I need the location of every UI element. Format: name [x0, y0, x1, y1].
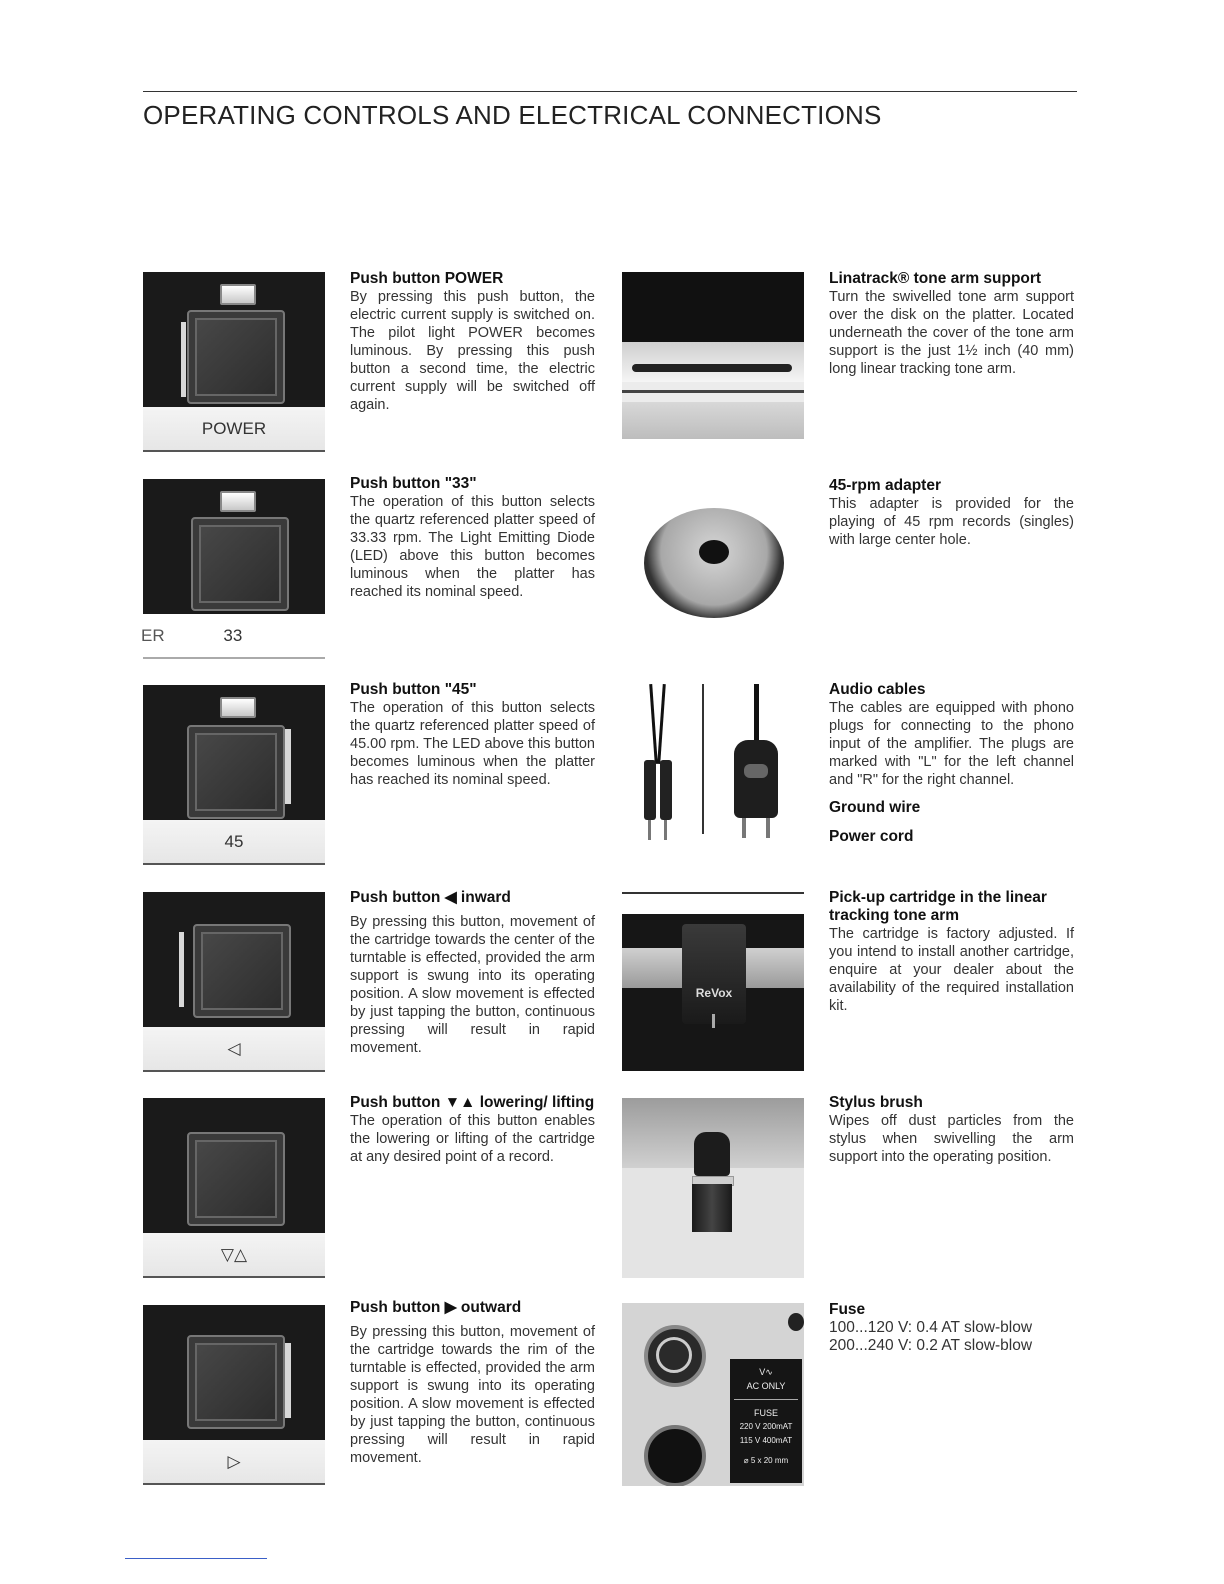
panel-label-45: 45 — [143, 820, 325, 864]
power-cord-heading: Power cord — [829, 828, 914, 845]
inward-button-photo — [143, 892, 325, 1027]
panel-rule — [143, 657, 325, 659]
stylus-brush-photo — [622, 1098, 804, 1278]
power-button-text: By pressing this push button, the electric current supply is switched on. The pilot light POWER becomes luminous. By pressing this push button a second time, the electric current supply will be switched off again. — [350, 289, 595, 413]
speed-33-photo — [143, 479, 325, 614]
panel-rule — [143, 1070, 325, 1072]
bottom-link-rule — [125, 1558, 267, 1559]
tone-arm-support-heading: Linatrack® tone arm support — [829, 270, 1042, 287]
side-bar — [181, 322, 186, 397]
cables-description — [829, 681, 1074, 846]
inward-push-button — [193, 924, 291, 1018]
fuse-heading: Fuse — [829, 1301, 866, 1318]
side-bar — [179, 932, 184, 1007]
fuse-description — [829, 1301, 1074, 1355]
panel-rule — [143, 863, 325, 865]
power-push-button — [187, 310, 285, 404]
power-button-photo — [143, 272, 325, 407]
cartridge-heading: Pick-up cartridge in the linear tracking tone arm — [829, 889, 1047, 924]
fuse-line-2: 200...240 V: 0.2 AT slow-blow — [829, 1337, 1033, 1354]
tone-arm-support-photo — [622, 272, 804, 439]
side-bar — [285, 1343, 291, 1418]
side-bar — [285, 729, 291, 804]
panel-label-33-number: 33 — [223, 626, 243, 645]
lift-button-heading: Push button ▼▲ lowering/ lifting — [350, 1094, 595, 1111]
tone-arm-support-description — [829, 270, 1074, 378]
fuse-rating-1: 220 V 200mAT — [739, 1422, 793, 1431]
outward-push-button — [187, 1335, 285, 1429]
cartridge-brand-label: ReVox — [695, 986, 733, 1000]
cartridge-photo — [622, 914, 804, 1071]
speed-45-text: The operation of this button selects the quartz referenced platter speed of 45.00 rpm. The LED above this button becomes luminous when the platter has reached its nominal speed. — [350, 700, 595, 788]
speed-33-push-button — [191, 517, 289, 611]
cartridge-text: The cartridge is factory adjusted. If you intend to install another cartridge, enquire at your dealer about the availability of the required installation kit. — [829, 926, 1074, 1014]
panel-label-outward: ▷ — [143, 1440, 325, 1484]
ac-only-label: AC ONLY — [746, 1381, 786, 1391]
speed-45-push-button — [187, 725, 285, 819]
cartridge-description — [829, 889, 1074, 1015]
stylus-brush-description — [829, 1094, 1074, 1166]
speed-45-heading: Push button "45" — [350, 681, 477, 698]
speed-33-description — [350, 475, 595, 601]
stylus-brush-text: Wipes off dust particles from the stylus when swivelling the arm support into the operating position. — [829, 1113, 1074, 1165]
lift-push-button — [187, 1132, 285, 1226]
outward-button-heading: Push button ▶ outward — [350, 1299, 522, 1316]
ground-wire-heading: Ground wire — [829, 799, 921, 816]
outward-button-photo — [143, 1305, 325, 1440]
top-rule — [143, 91, 1077, 92]
panel-label-power: POWER — [143, 407, 325, 451]
cartridge-photo-rule — [622, 892, 804, 894]
lift-button-description — [350, 1094, 595, 1166]
speed-45-description — [350, 681, 595, 789]
stylus-brush-heading: Stylus brush — [829, 1094, 923, 1111]
inward-button-description — [350, 889, 595, 1057]
fuse-rating-2: 115 V 400mAT — [739, 1436, 793, 1445]
speed-33-heading: Push button "33" — [350, 475, 477, 492]
power-button-description — [350, 270, 595, 414]
fuse-size: ⌀ 5 x 20 mm — [743, 1456, 789, 1465]
cables-heading: Audio cables — [829, 681, 926, 698]
panel-rule — [143, 1276, 325, 1278]
panel-label-lift: ▽△ — [143, 1233, 325, 1277]
ac-symbol-label: V∿ — [759, 1367, 773, 1377]
lift-button-photo — [143, 1098, 325, 1233]
fuse-label: FUSE — [753, 1408, 778, 1418]
speed-45-photo — [143, 685, 325, 820]
inward-button-text: By pressing this button, movement of the cartridge towards the center of the turntable is effected, provided the arm support is swung into its operating position. A slow movement is effected by just tapping the button, continuous pressing will result in rapid movement. — [350, 914, 595, 1056]
power-button-heading: Push button POWER — [350, 270, 504, 287]
adapter-heading: 45-rpm adapter — [829, 477, 941, 494]
fuse-panel-label — [730, 1359, 802, 1483]
power-pilot-light — [220, 284, 256, 305]
speed-33-text: The operation of this button selects the quartz referenced platter speed of 33.33 rpm. The Light Emitting Diode (LED) above this button becomes luminous when the platter has reached its nominal speed. — [350, 494, 595, 600]
lift-button-text: The operation of this button enables the lowering or lifting of the cartridge at any desired point of a record. — [350, 1113, 595, 1165]
fuse-photo — [622, 1303, 804, 1486]
speed-33-led — [220, 491, 256, 512]
outward-button-description — [350, 1299, 595, 1467]
panel-label-33 — [143, 614, 325, 658]
outward-button-text: By pressing this button, movement of the cartridge towards the rim of the turntable is effected, provided the arm support is swung into its operating position. A slow movement is effected by just tapping the button, continuous pressing will result in rapid movement. — [350, 1324, 595, 1466]
fuse-line-1: 100...120 V: 0.4 AT slow-blow — [829, 1319, 1033, 1336]
panel-rule — [143, 1483, 325, 1485]
adapter-text: This adapter is provided for the playing of 45 rpm records (singles) with large center hole. — [829, 496, 1074, 548]
page-title: OPERATING CONTROLS AND ELECTRICAL CONNECTIONS — [143, 100, 882, 130]
adapter-photo — [622, 478, 804, 654]
speed-45-led — [220, 697, 256, 718]
adapter-description — [829, 477, 1074, 549]
cables-photo — [622, 684, 804, 864]
panel-rule — [143, 450, 325, 452]
cables-text: The cables are equipped with phono plugs for connecting to the phono input of the amplifier. The plugs are marked with "L" for the left channel and "R" for the right channel. — [829, 700, 1074, 788]
inward-button-heading: Push button ◀ inward — [350, 889, 511, 906]
panel-label-33-left: ER — [141, 626, 165, 645]
tone-arm-support-text: Turn the swivelled tone arm support over the disk on the platter. Located underneath the cover of the tone arm support is the just 1½ inch (40 mm) long linear tracking tone arm. — [829, 289, 1074, 377]
panel-label-inward: ◁ — [143, 1027, 325, 1071]
